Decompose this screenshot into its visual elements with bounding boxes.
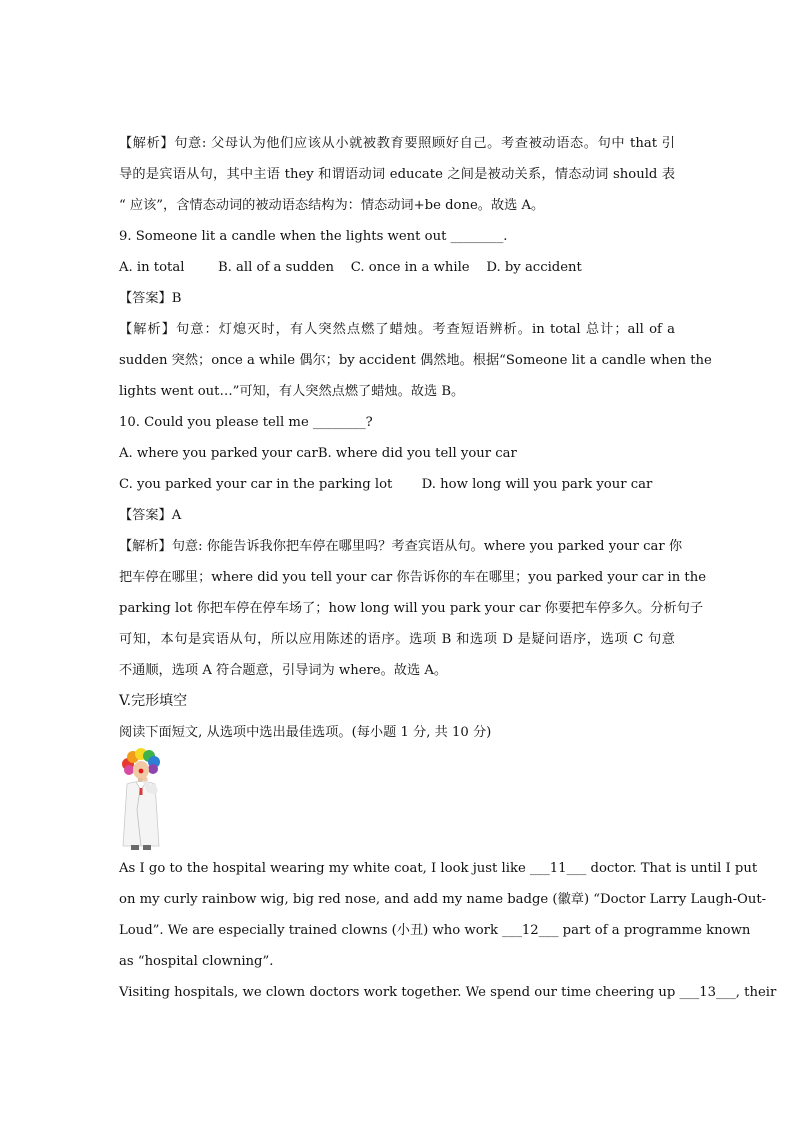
passage-line-3: Loud”. We are especially trained clowns (小丑) who work ___12___ part of a programme known [119,923,751,938]
section-instructions: 阅读下面短文, 从选项中选出最佳选项。(每小题 1 分, 共 10 分) [119,725,492,740]
passage-line-4: as “hospital clowning”. [119,954,274,969]
question-10-options-cd: C. you parked your car in the parking lot D. how long will you park your car [119,477,653,492]
passage-line-2: on my curly rainbow wig, big red nose, and add my name badge (徽章) “Doctor Larry Laugh-Out- [119,892,767,907]
section-heading: V.完形填空 [119,693,188,709]
analysis-8-line-3: “ 应该”，含情态动词的被动语态结构为：情态动词+be done。故选 A。 [119,198,545,213]
analysis-10-line-5: 不通顺，选项 A 符合题意，引导词为 where。故选 A。 [119,663,448,678]
analysis-9-line-3: lights went out…”可知，有人突然点燃了蜡烛。故选 B。 [119,384,465,399]
answer-9: 【答案】B [119,291,182,306]
analysis-10-line-2: 把车停在哪里；where did you tell your car 你告诉你的车在哪里；you parked your car in the [119,570,707,585]
analysis-8-line-1: 【解析】句意: 父母认为他们应该从小就被教育要照顾好自己。考查被动语态。句中 that 引 [119,136,675,151]
analysis-9-line-2: sudden 突然；once a while 偶尔；by accident 偶然地。根据“Someone lit a candle when the [119,353,712,368]
analysis-8-line-2: 导的是宾语从句，其中主语 they 和谓语动词 educate 之间是被动关系，情态动词 should 表 [119,167,675,182]
question-10: 10. Could you please tell me ________? [119,415,373,430]
answer-10: 【答案】A [119,508,182,523]
clown-doctor-illustration [119,750,169,850]
question-9-options: A. in total B. all of a sudden C. once in a while D. by accident [119,260,582,275]
analysis-9-line-1: 【解析】句意：灯熄灭时，有人突然点燃了蜡烛。考查短语辨析。in total 总计；all of a [119,322,675,337]
analysis-10-line-4: 可知，本句是宾语从句，所以应用陈述的语序。选项 B 和选项 D 是疑问语序，选项 C 句意 [119,632,675,647]
clown-doctor-image [119,750,675,850]
analysis-10-line-3: parking lot 你把车停在停车场了；how long will you park your car 你要把车停多久。分析句子 [119,601,704,616]
question-9: 9. Someone lit a candle when the lights went out ________. [119,229,508,244]
question-10-options-ab: A. where you parked your carB. where did you tell your car [119,446,517,461]
passage-line-1: As I go to the hospital wearing my white coat, I look just like ___11___ doctor. That is until I put [119,861,758,876]
document-page [119,128,777,1008]
analysis-10-line-1: 【解析】句意: 你能告诉我你把车停在哪里吗？考查宾语从句。where you parked your car 你 [119,539,683,554]
passage-line-5: Visiting hospitals, we clown doctors work together. We spend our time cheering up ___13___, their [119,985,777,1000]
